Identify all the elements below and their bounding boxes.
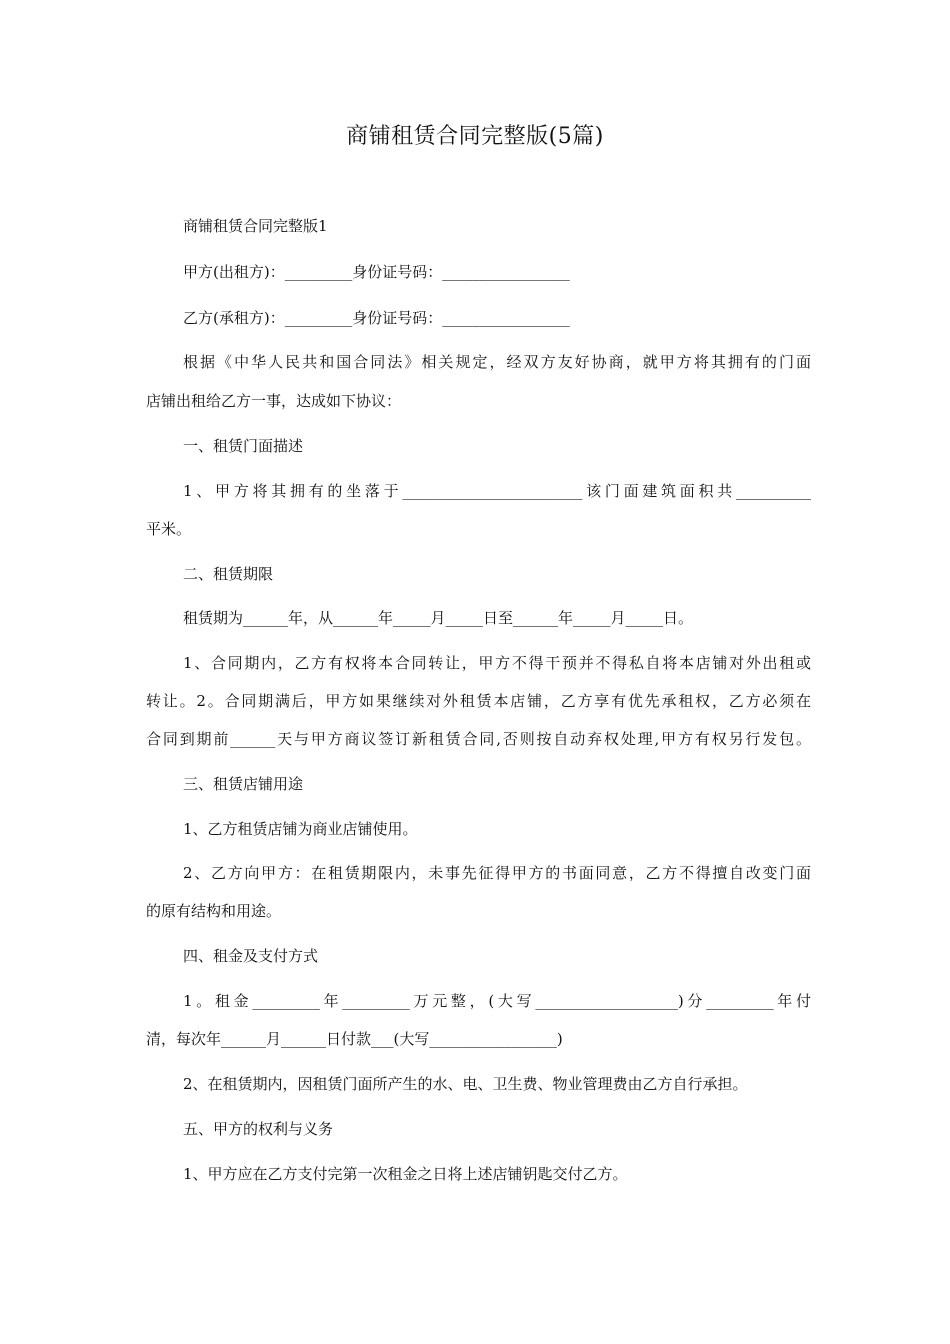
party-b-line: 乙方(承租方)：_________身份证号码：_________________ (183, 309, 570, 327)
paragraph-line: 转让。2。合同期满后，甲方如果继续对外租赁本店铺，乙方享有优先承租权，乙方必须在 (146, 692, 811, 710)
paragraph-line: 的原有结构和用途。 (146, 902, 282, 920)
clause-heading: 一、租赁门面描述 (183, 437, 304, 455)
paragraph-line: 2、乙方向甲方：在租赁期限内，未事先征得甲方的书面同意，乙方不得擅自改变门面 (183, 864, 811, 882)
clause-heading: 四、租金及支付方式 (183, 947, 319, 965)
party-a-line: 甲方(出租方)：_________身份证号码：_________________ (183, 263, 570, 281)
paragraph-line: 1、甲方应在乙方支付完第一次租金之日将上述店铺钥匙交付乙方。 (183, 1165, 628, 1183)
document-title: 商铺租赁合同完整版(5篇) (346, 124, 604, 149)
clause-heading: 五、甲方的权利与义务 (183, 1120, 334, 1138)
paragraph-line: 1、合同期内，乙方有权将本合同转让，甲方不得干预并不得私自将本店铺对外出租或 (183, 654, 811, 672)
paragraph-line: 合同到期前______天与甲方商议签订新租赁合同,否则按自动弃权处理,甲方有权另行发包。 (146, 730, 811, 748)
paragraph-line: 租赁期为______年，从______年_____月_____日至______年_____月_____日。 (183, 609, 694, 627)
paragraph-line: 1、甲方将其拥有的坐落于________________________该门面建筑面积共__________ (183, 482, 811, 500)
paragraph-line: 平米。 (146, 520, 192, 538)
clause-heading: 三、租赁店铺用途 (183, 775, 304, 793)
paragraph-line: 2、在租赁期内，因租赁门面所产生的水、电、卫生费、物业管理费由乙方自行承担。 (183, 1075, 748, 1093)
paragraph-line: 1。租金_________年_________万元整，(大写___________________)分_________年付 (183, 992, 811, 1010)
paragraph-line: 店铺出租给乙方一事，达成如下协议： (146, 392, 402, 410)
paragraph-line: 根据《中华人民共和国合同法》相关规定，经双方友好协商，就甲方将其拥有的门面 (183, 353, 811, 371)
paragraph-line: 清，每次年______月______日付款___(大写_________________) (146, 1030, 563, 1048)
paragraph-line: 1、乙方租赁店铺为商业店铺使用。 (183, 820, 418, 838)
clause-heading: 二、租赁期限 (183, 565, 274, 583)
section-heading: 商铺租赁合同完整版1 (183, 217, 328, 235)
